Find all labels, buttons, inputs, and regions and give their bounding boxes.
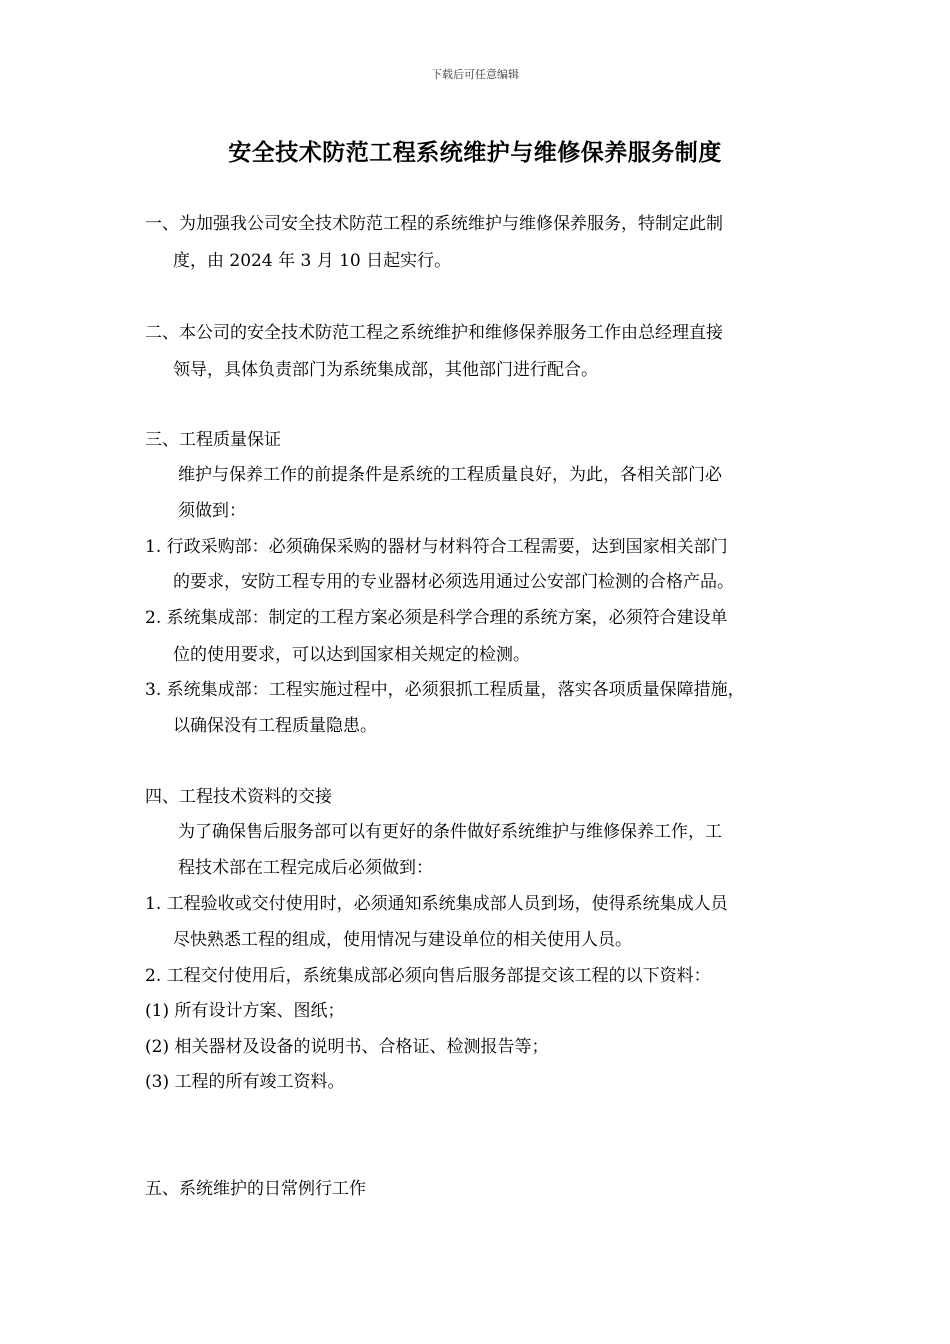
paragraph-line: 须做到： xyxy=(178,501,246,521)
paragraph-line: 度，由 2024 年 3 月 10 日起实行。 xyxy=(173,251,452,271)
section-heading: 三、工程质量保证 xyxy=(145,430,281,450)
paragraph-line: 的要求，安防工程专用的专业器材必须选用通过公安部门检测的合格产品。 xyxy=(173,572,734,592)
paragraph-line: 位的使用要求，可以达到国家相关规定的检测。 xyxy=(173,645,530,665)
list-item: 1. 工程验收或交付使用时，必须通知系统集成部人员到场，使得系统集成人员 xyxy=(145,894,728,914)
paragraph-line: 一、为加强我公司安全技术防范工程的系统维护与维修保养服务，特制定此制 xyxy=(145,214,723,234)
section-heading: 五、系统维护的日常例行工作 xyxy=(145,1179,366,1199)
paragraph-line: 程技术部在工程完成后必须做到： xyxy=(178,858,433,878)
list-item: 2. 工程交付使用后，系统集成部必须向售后服务部提交该工程的以下资料： xyxy=(145,966,711,986)
sub-list-item: (2) 相关器材及设备的说明书、合格证、检测报告等； xyxy=(145,1037,549,1057)
paragraph-line: 二、本公司的安全技术防范工程之系统维护和维修保养服务工作由总经理直接 xyxy=(145,323,723,343)
page-header: 下载后可任意编辑 xyxy=(431,68,519,81)
sub-list-item: (1) 所有设计方案、图纸； xyxy=(145,1001,345,1021)
section-heading: 四、工程技术资料的交接 xyxy=(145,787,332,807)
list-item: 3. 系统集成部：工程实施过程中，必须狠抓工程质量，落实各项质量保障措施， xyxy=(145,680,745,700)
paragraph-line: 为了确保售后服务部可以有更好的条件做好系统维护与维修保养工作，工 xyxy=(178,822,722,842)
sub-list-item: (3) 工程的所有竣工资料。 xyxy=(145,1072,345,1092)
paragraph-line: 尽快熟悉工程的组成，使用情况与建设单位的相关使用人员。 xyxy=(173,930,632,950)
paragraph-line: 维护与保养工作的前提条件是系统的工程质量良好，为此，各相关部门必 xyxy=(178,465,722,485)
list-item: 2. 系统集成部：制定的工程方案必须是科学合理的系统方案，必须符合建设单 xyxy=(145,608,728,628)
paragraph-line: 领导，具体负责部门为系统集成部，其他部门进行配合。 xyxy=(173,360,598,380)
document-title: 安全技术防范工程系统维护与维修保养服务制度 xyxy=(228,139,722,166)
paragraph-line: 以确保没有工程质量隐患。 xyxy=(173,716,377,736)
list-item: 1. 行政采购部：必须确保采购的器材与材料符合工程需要，达到国家相关部门 xyxy=(145,537,728,557)
